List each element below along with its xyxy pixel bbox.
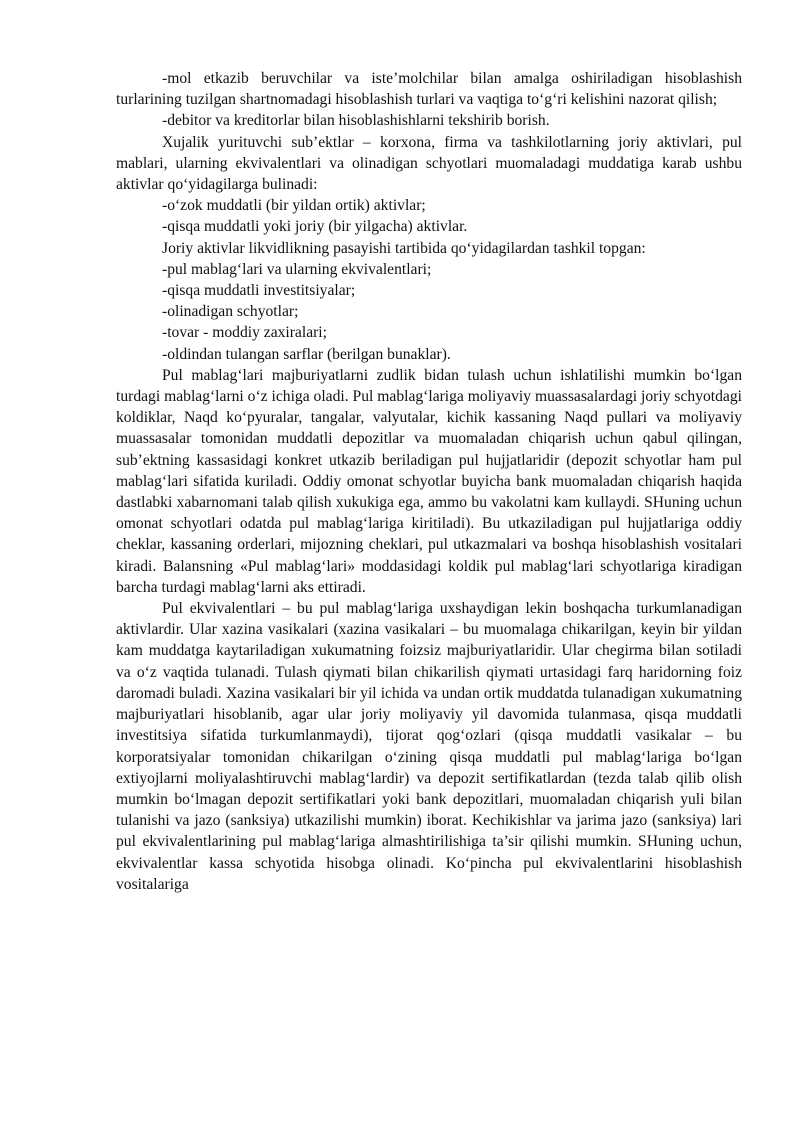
paragraph-1: -mol etkazib beruvchilar va iste’molchilar bilan amalga oshiriladigan hisoblashish turlarining tuzilgan shartnomadagi hisoblashish turlari va vaqtiga to‘g‘ri kelishini nazorat qilish; (116, 70, 742, 109)
paragraph-10: -tovar - moddiy zaxiralari; (162, 324, 327, 342)
paragraph-13: Pul ekvivalentlari – bu pul mablag‘lariga uxshaydigan lekin boshqacha turkumlanadigan aktivlardir. Ular xazina vasikalari (xazina vasikalari – bu muomalaga chikarilgan, keyin bir yildan kam muddatga kaytariladigan xukumatning foizsiz majburiyatlaridir. Ular chegirma bilan sotiladi va o‘z vaqtida tulanadi. Tulash qiymati bilan chikarilish qiymati urtasidagi farq haridorning foiz daromadi buladi. Xazina vasikalari bir yil ichida va undan ortik muddatda tulanadigan xukumatning majburiyatlari hisoblanib, agar ular joriy moliyaviy yil davomida tulanmasa, qisqa muddatli investitsiya sifatida turkumlanmaydi), tijorat qog‘ozlari (qisqa muddatli vasikalar – bu korporatsiyalar tomonidan chikarilgan o‘zining qisqa muddatli pul mablag‘lariga bo‘lgan extiyojlarni moliyalashtiruvchi mablag‘lardir) va depozit sertifikatlardan (tezda talab qilib olish mumkin bo‘lmagan depozit sertifikatlari yoki bank depozitlari, muomaladan chiqarish yuli bilan tulanishi va jazo (sanksiya) utkazilishi mumkin) iborat. Kechikishlar va jarima jazo (sanksiya) lari pul ekvivalentlarining pul mablag‘lariga almashtirilishiga ta’sir qilishi mumkin. SHuning uchun, ekvivalentlar kassa schyotida hisobga olinadi. Ko‘pincha pul ekvivalentlarini hisoblashish vositalariga (116, 600, 742, 893)
paragraph-2: -debitor va kreditorlar bilan hisoblashishlarni tekshirib borish. (162, 112, 550, 130)
paragraph-11: -oldindan tulangan sarflar (berilgan bunaklar). (162, 345, 451, 363)
paragraph-8: -qisqa muddatli investitsiyalar; (162, 282, 356, 300)
paragraph-5: -qisqa muddatli yoki joriy (bir yilgacha) aktivlar. (162, 218, 468, 236)
paragraph-4: -o‘zok muddatli (bir yildan ortik) aktivlar; (162, 197, 426, 215)
paragraph-3: Xujalik yurituvchi sub’ektlar – korxona, firma va tashkilotlarning joriy aktivlari, pul mablari, ularning ekvivalentlari va olinadigan schyotlari muomaladagi muddatiga karab ushbu aktivlar qo‘yidagilarga bulinadi: (116, 133, 742, 194)
paragraph-7: -pul mablag‘lari va ularning ekvivalentlari; (162, 260, 432, 278)
paragraph-6: Joriy aktivlar likvidlikning pasayishi tartibida qo‘yidagilardan tashkil topgan: (162, 239, 646, 257)
document-page (116, 68, 742, 895)
paragraph-9: -olinadigan schyotlar; (162, 303, 299, 321)
paragraph-12: Pul mablag‘lari majburiyatlarni zudlik bidan tulash uchun ishlatilishi mumkin bo‘lgan turdagi mablag‘larni o‘z ichiga oladi. Pul mablag‘lariga moliyaviy muassasalardagi joriy schyotdagi koldiklar, Naqd ko‘pyuralar, tangalar, valyutalar, kichik kassaning Naqd pullari va moliyaviy muassasalar tomonidan muddatli depozitlar va muomaladan chiqarish uchun qabul qilingan, sub’ektning kassasidagi konkret utkazib beriladigan pul hujjatlaridir (depozit schyotlar ham pul mablag‘lari sifatida kuriladi. Oddiy omonat schyotlar buyicha bank muomaladan chiqarish haqida dastlabki xabarnomani talab qilish xukukiga ega, ammo bu vakolatni kam kullaydi. SHuning uchun omonat schyotlari odatda pul mablag‘lariga kiritiladi). Bu utkaziladigan pul hujjatlariga oddiy cheklar, kassaning orderlari, mijozning cheklari, pul utkazmalari va boshqa hisoblashish vositalari kiradi. Balansning «Pul mablag‘lari» moddasidagi koldik pul mablag‘lari schyotlariga kiradigan barcha turdagi mablag‘larni aks ettiradi. (116, 366, 742, 596)
